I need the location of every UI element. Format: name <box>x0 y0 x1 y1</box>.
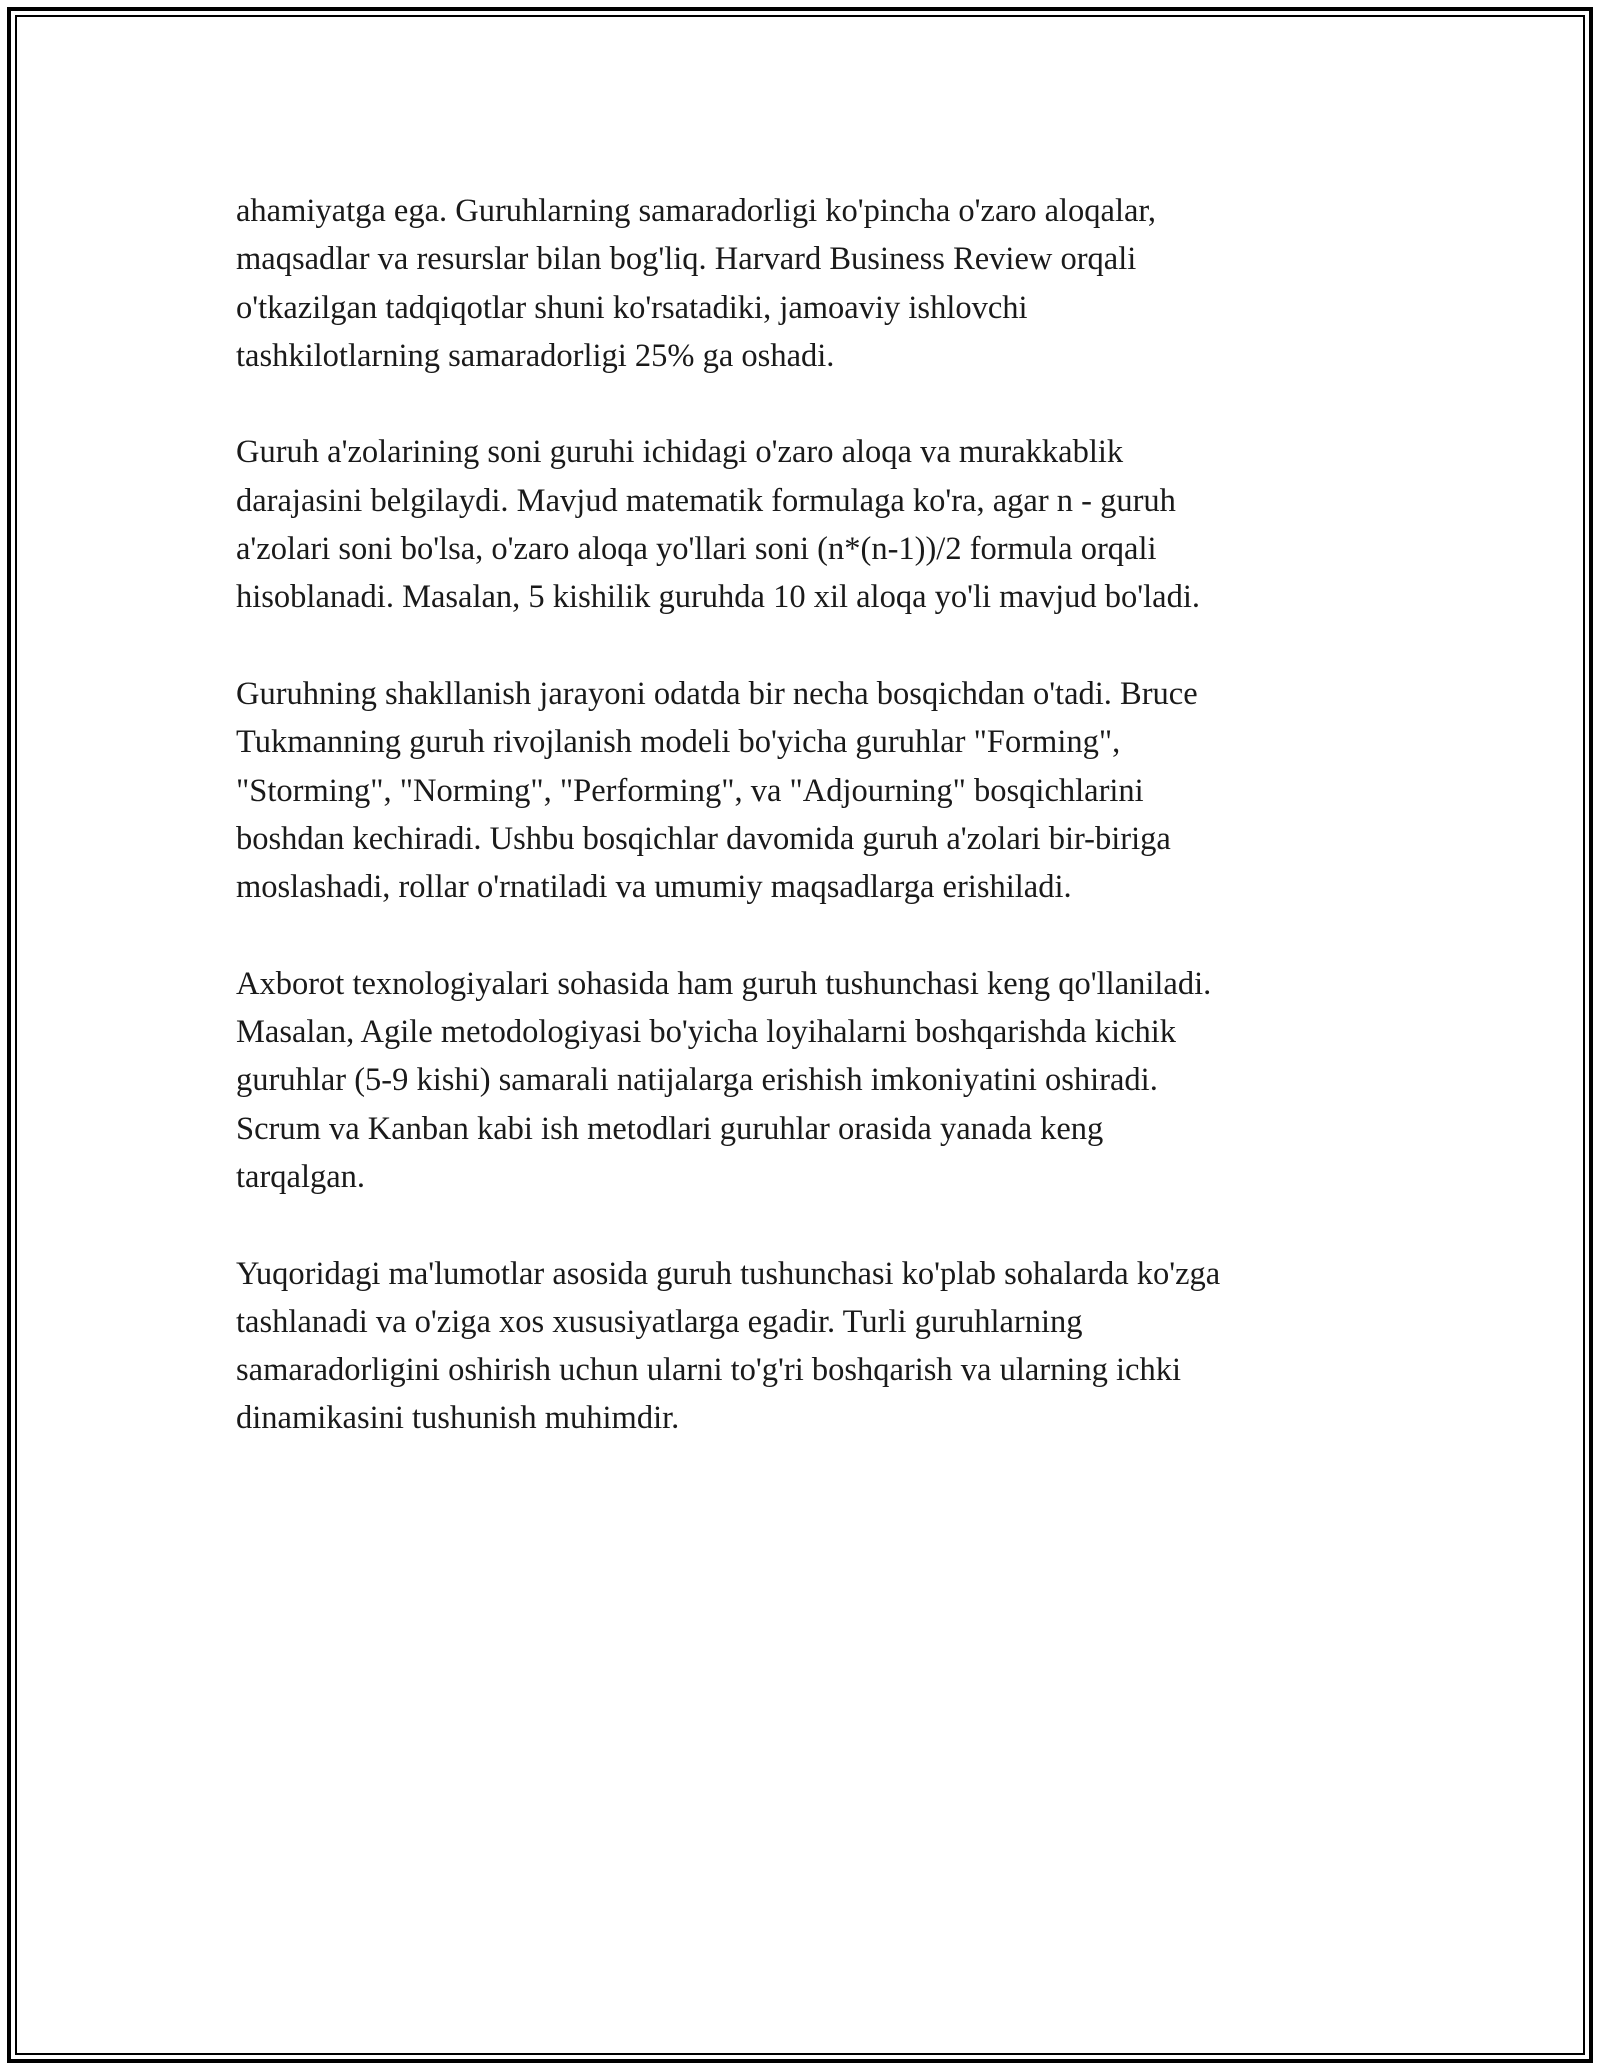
text-line: Tukmanning guruh rivojlanish modeli bo'yicha guruhlar "Forming", <box>236 724 1121 761</box>
text-line: Masalan, Agile metodologiyasi bo'yicha loyihalarni boshqarishda kichik <box>236 1014 1177 1051</box>
text-line: "Storming", "Norming", "Performing", va "Adjourning" bosqichlarini <box>236 772 1144 809</box>
text-line: tashlanadi va o'ziga xos xususiyatlarga egadir. Turli guruhlarning <box>236 1303 1083 1340</box>
paragraph-1 <box>236 187 1366 380</box>
text-line: Axborot texnologiyalari sohasida ham guruh tushunchasi keng qo'llaniladi. <box>236 965 1212 1002</box>
text-line: Guruh a'zolarining soni guruhi ichidagi o'zaro aloqa va murakkablik <box>236 434 1124 471</box>
paragraph-4 <box>236 960 1366 1201</box>
text-line: darajasini belgilaydi. Mavjud matematik formulaga ko'ra, agar n - guruh <box>236 482 1176 519</box>
text-line: Yuqoridagi ma'lumotlar asosida guruh tushunchasi ko'plab sohalarda ko'zga <box>236 1255 1221 1292</box>
text-line: boshdan kechiradi. Ushbu bosqichlar davomida guruh a'zolari bir-biriga <box>236 820 1171 857</box>
paragraph-2 <box>236 428 1366 621</box>
text-line: Guruhning shakllanish jarayoni odatda bir necha bosqichdan o'tadi. Bruce <box>236 675 1198 712</box>
text-line: moslashadi, rollar o'rnatiladi va umumiy maqsadlarga erishiladi. <box>236 869 1072 906</box>
paragraph-5 <box>236 1250 1366 1443</box>
text-line: guruhlar (5-9 kishi) samarali natijalarga erishish imkoniyatini oshiradi. <box>236 1062 1158 1099</box>
text-line: dinamikasini tushunish muhimdir. <box>236 1400 680 1437</box>
text-line: ahamiyatga ega. Guruhlarning samaradorligi ko'pincha o'zaro aloqalar, <box>236 193 1157 229</box>
text-line: tarqalgan. <box>236 1158 366 1195</box>
paragraph-3 <box>236 670 1366 911</box>
text-line: tashkilotlarning samaradorligi 25% ga oshadi. <box>236 337 835 374</box>
text-line: o'tkazilgan tadqiqotlar shuni ko'rsatadiki, jamoaviy ishlovchi <box>236 289 1028 326</box>
text-line: hisoblanadi. Masalan, 5 kishilik guruhda 10 xil aloqa yo'li mavjud bo'ladi. <box>236 579 1201 616</box>
text-line: maqsadlar va resurslar bilan bog'liq. Harvard Business Review orqali <box>236 241 1137 278</box>
text-line: Scrum va Kanban kabi ish metodlari guruhlar orasida yanada keng <box>236 1110 1104 1147</box>
text-line: a'zolari soni bo'lsa, o'zaro aloqa yo'llari soni (n*(n-1))/2 formula orqali <box>236 531 1157 568</box>
text-line: samaradorligini oshirish uchun ularni to'g'ri boshqarish va ularning ichki <box>236 1352 1182 1389</box>
document-body <box>236 187 1366 1491</box>
